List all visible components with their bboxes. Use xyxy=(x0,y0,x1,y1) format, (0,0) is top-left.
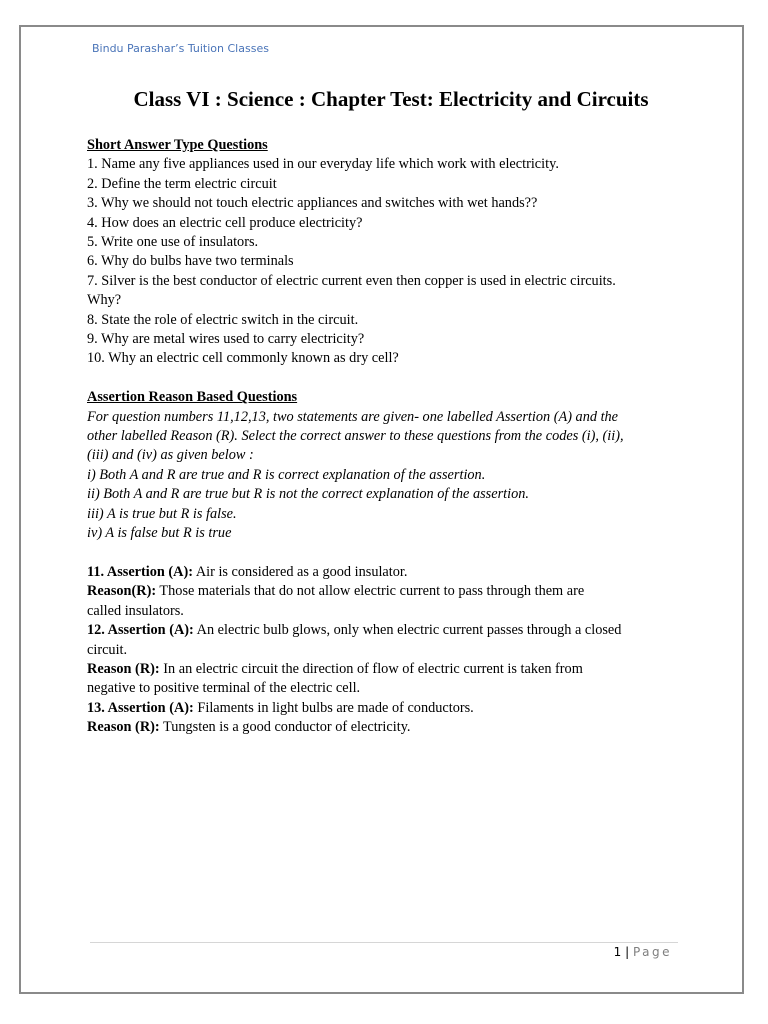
page-word: Page xyxy=(632,945,672,959)
question-1: 1. Name any five appliances used in our everyday life which work with electricity. xyxy=(87,156,559,173)
assertion-label: 12. Assertion (A): xyxy=(87,622,194,639)
option-iv: iv) A is false but R is true xyxy=(87,525,232,542)
reason-text: Tungsten is a good conductor of electricity. xyxy=(159,719,411,736)
reason-text: In an electric circuit the direction of flow of electric current is taken from xyxy=(159,660,583,677)
document-body xyxy=(87,136,677,738)
assertion-12 xyxy=(87,621,677,640)
assertion-label: 13. Assertion (A): xyxy=(87,699,194,716)
question-2: 2. Define the term electric circuit xyxy=(87,175,277,192)
assertion-12-continued: circuit. xyxy=(87,641,128,658)
question-3: 3. Why we should not touch electric appliances and switches with wet hands?? xyxy=(87,195,538,212)
question-5: 5. Write one use of insulators. xyxy=(87,234,259,251)
assertion-label: 11. Assertion (A): xyxy=(87,563,194,580)
instruction-line: For question numbers 11,12,13, two statements are given- one labelled Assertion (A) and the xyxy=(87,408,619,425)
instruction-line: (iii) and (iv) as given below : xyxy=(87,447,254,464)
option-i: i) Both A and R are true and R is correct explanation of the assertion. xyxy=(87,466,486,483)
footer-divider xyxy=(90,942,678,943)
assertion-13 xyxy=(87,699,677,718)
reason-11 xyxy=(87,582,677,601)
assertion-11 xyxy=(87,563,677,582)
instruction-line: other labelled Reason (R). Select the correct answer to these questions from the codes (i), (ii), xyxy=(87,428,624,445)
page-title: Class VI : Science : Chapter Test: Electricity and Circuits xyxy=(133,87,649,111)
option-ii: ii) Both A and R are true but R is not the correct explanation of the assertion. xyxy=(87,486,529,503)
assertion-text: An electric bulb glows, only when electric current passes through a closed xyxy=(193,622,622,639)
question-4: 4. How does an electric cell produce electricity? xyxy=(87,214,363,231)
reason-label: Reason(R): xyxy=(87,583,157,600)
question-7: 7. Silver is the best conductor of electric current even then copper is used in electric circuits. xyxy=(87,272,616,289)
spacer xyxy=(87,369,677,388)
page-footer xyxy=(614,945,672,959)
assertion-reason-heading: Assertion Reason Based Questions xyxy=(87,389,298,406)
short-answer-heading: Short Answer Type Questions xyxy=(87,137,268,153)
option-iii: iii) A is true but R is false. xyxy=(87,505,237,522)
question-10: 10. Why an electric cell commonly known as dry cell? xyxy=(87,350,399,367)
question-7-continued: Why? xyxy=(87,292,122,309)
assertion-text: Air is considered as a good insulator. xyxy=(193,563,408,580)
reason-label: Reason (R): xyxy=(87,719,160,736)
reason-label: Reason (R): xyxy=(87,660,160,677)
reason-text: Those materials that do not allow electric current to pass through them are xyxy=(156,583,585,600)
reason-12 xyxy=(87,660,677,679)
page-number: 1 xyxy=(613,945,622,959)
reason-11-continued: called insulators. xyxy=(87,602,184,619)
footer-separator: | xyxy=(621,945,633,959)
question-8: 8. State the role of electric switch in the circuit. xyxy=(87,311,359,328)
assertion-text: Filaments in light bulbs are made of conductors. xyxy=(193,699,474,716)
reason-13 xyxy=(87,718,677,737)
reason-12-continued: negative to positive terminal of the electric cell. xyxy=(87,680,361,697)
question-6: 6. Why do bulbs have two terminals xyxy=(87,253,294,270)
page-header: Bindu Parashar’s Tuition Classes xyxy=(92,42,269,55)
spacer xyxy=(87,544,677,563)
question-9: 9. Why are metal wires used to carry electricity? xyxy=(87,331,365,348)
